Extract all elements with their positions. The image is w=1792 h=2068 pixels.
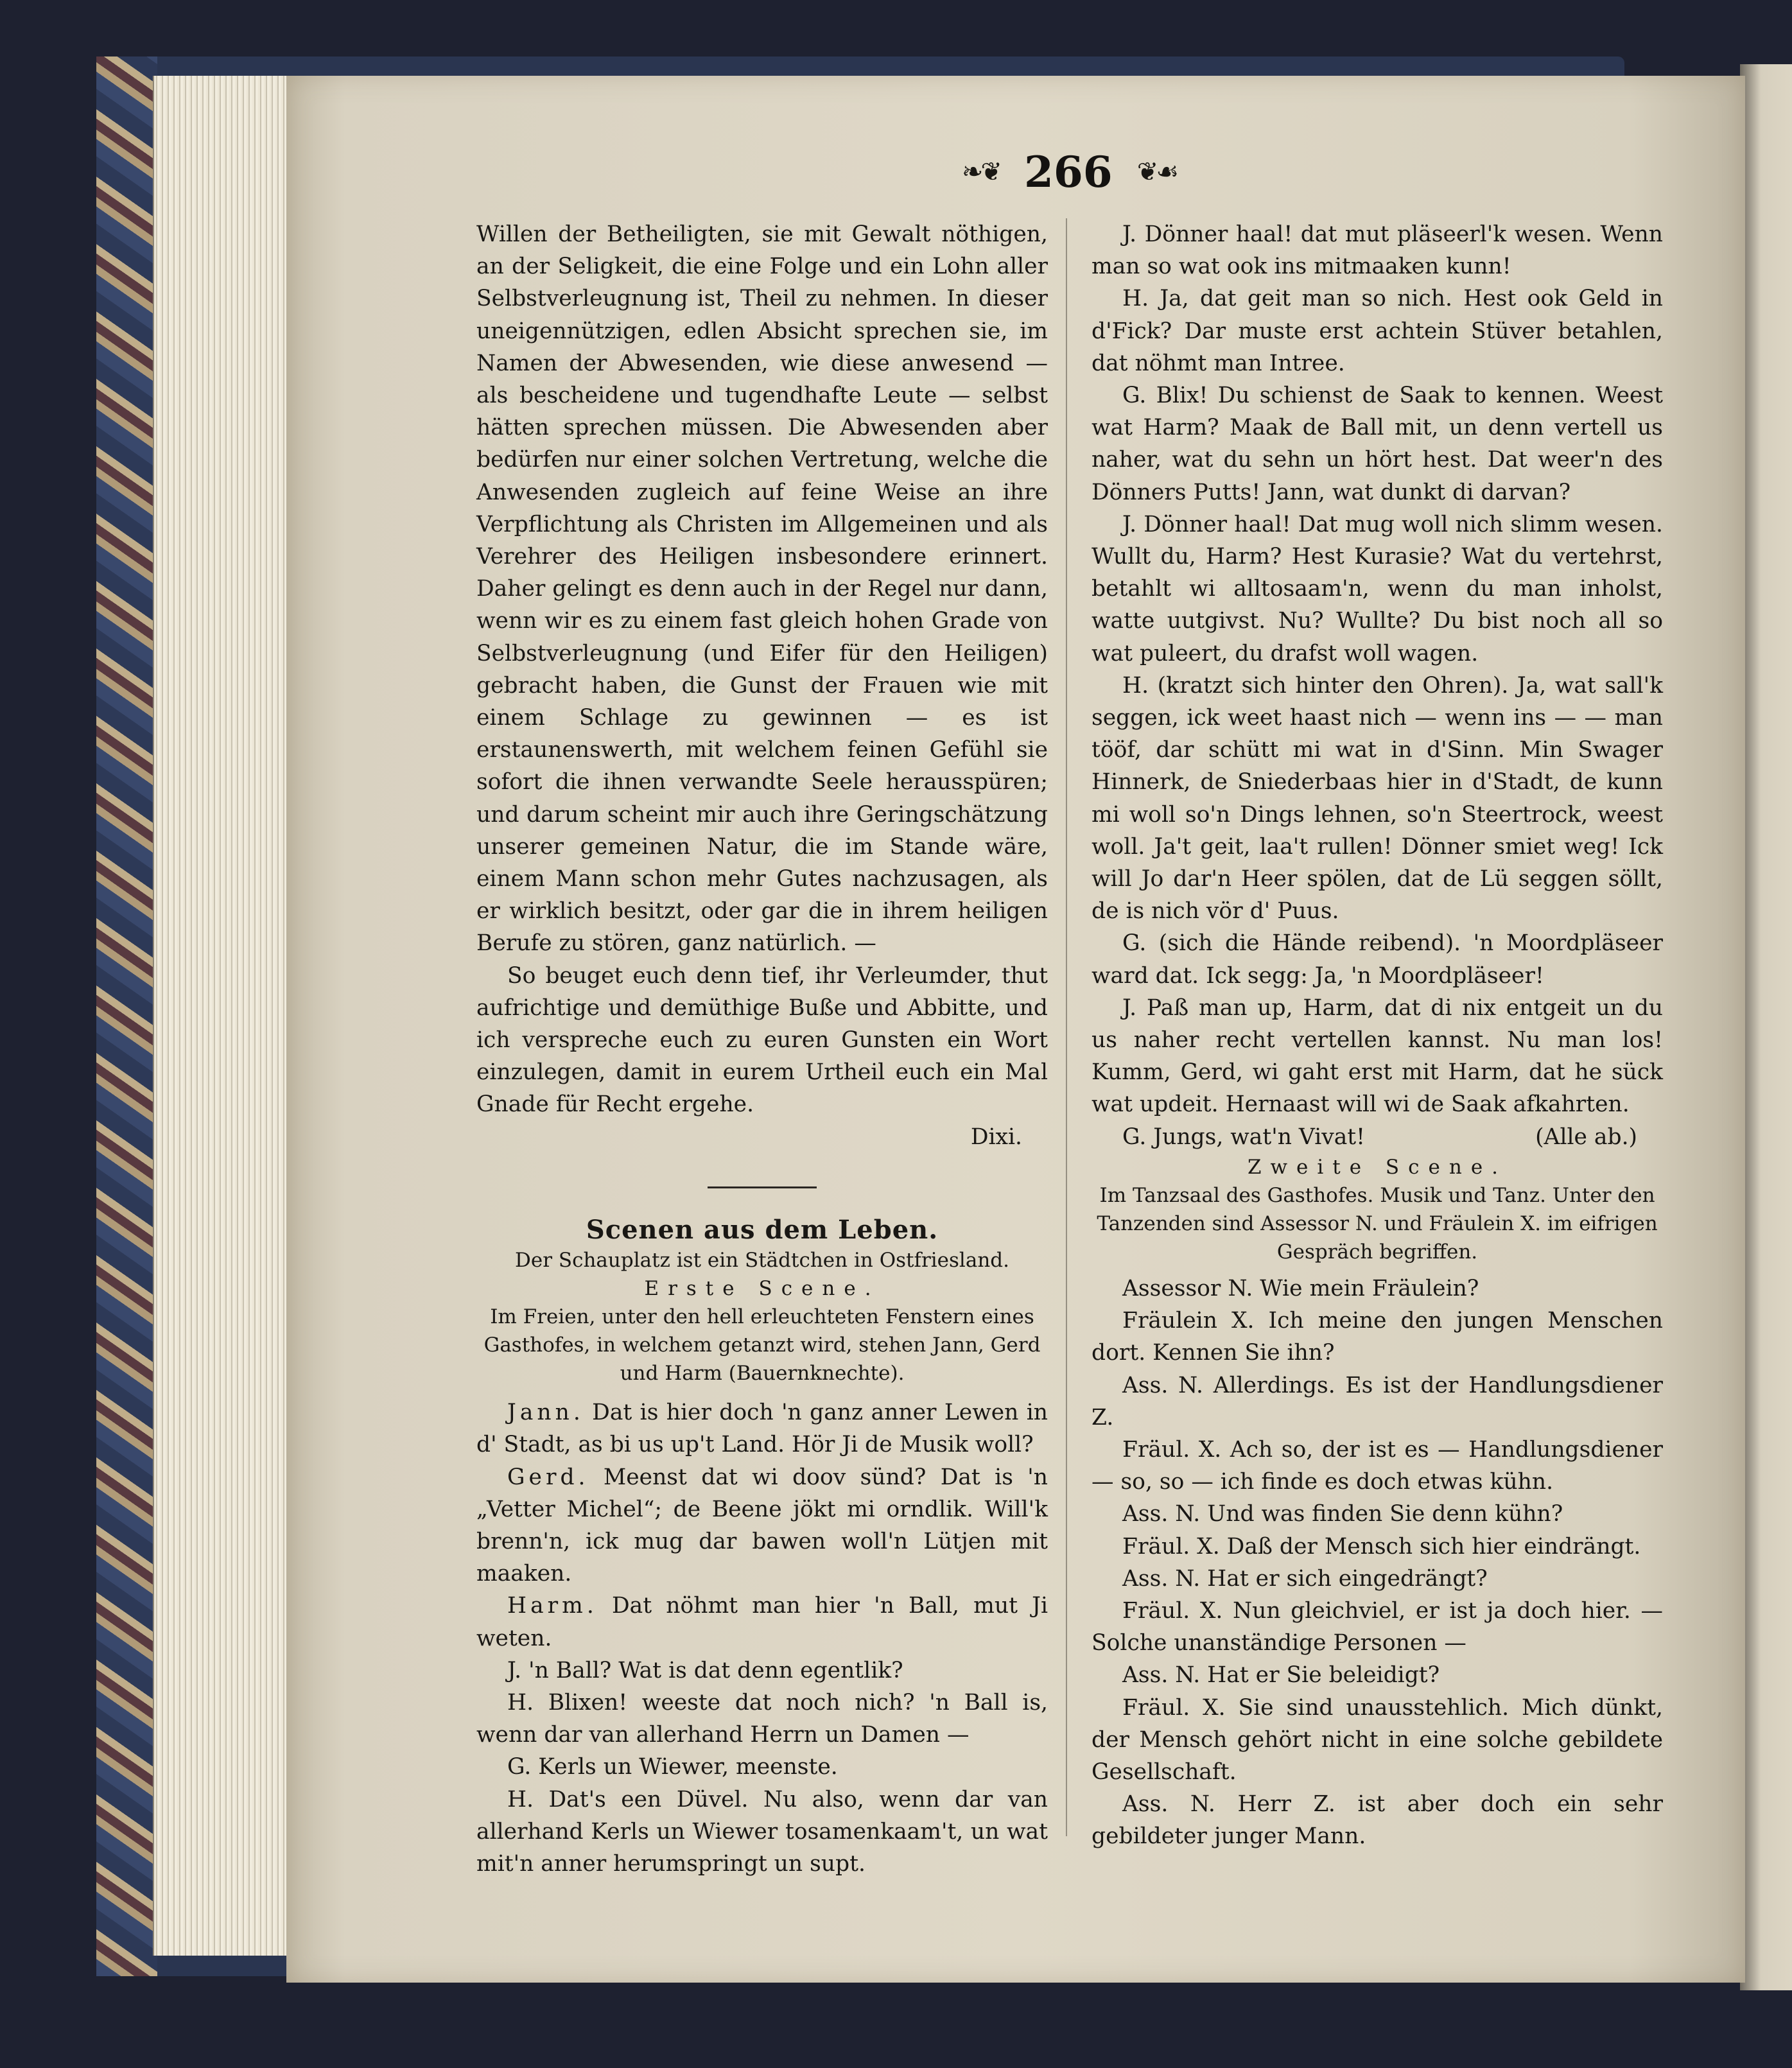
dialogue-line — [476, 1461, 1048, 1590]
section-divider — [708, 1186, 817, 1188]
dixi-signoff: Dixi. — [970, 1124, 1022, 1150]
essay-paragraph-2: So beuget euch denn tief, ihr Verleumder, thut aufrichtige und demüthige Buße und Abbitte, und ich verspreche euch zu euren Gunsten ein Wort einzulegen, damit in eurem Urtheil euch ein Mal Gnade für Recht ergehe. — [476, 962, 1048, 1118]
dialogue-line: H. Ja, dat geit man so nich. Hest ook Geld in d'Fick? Dar muste erst achtein Stüver betahlen, dat nöhmt man Intree. — [1092, 286, 1663, 376]
dialogue-line: J. 'n Ball? Wat is dat denn egentlik? — [507, 1657, 903, 1683]
dialogue-line: G. Kerls un Wiewer, meenste. — [507, 1754, 838, 1780]
dialogue-line: H. Blixen! weeste dat noch nich? 'n Ball is, wenn dar van allerhand Herrn un Damen — — [476, 1689, 1048, 1748]
facing-page-gutter — [1740, 64, 1792, 1990]
marbled-endpaper — [96, 56, 157, 1976]
dialogue-line: Fräulein X. Ich meine den jungen Menschen dort. Kennen Sie ihn? — [1092, 1308, 1663, 1366]
speaker-name: Harm. — [507, 1593, 598, 1619]
dialogue-text: Dat nöhmt man hier 'n Ball, mut Ji weten. — [476, 1593, 1048, 1651]
dialogue-line: H. Dat's een Düvel. Nu also, wenn dar van allerhand Kerls un Wiewer tosamenkaam't, un wat mit'n anner herumspringt un supt. — [476, 1786, 1048, 1877]
dialogue-line: J. Dönner haal! dat mut pläseerl'k wesen. Wenn man so wat ook ins mitmaaken kunn! — [1092, 222, 1663, 280]
dialogue-line: G. (sich die Hände reibend). 'n Moordpläseer ward dat. Ick segg: Ja, 'n Moordpläseer! — [1092, 930, 1663, 989]
dialogue-line: Ass. N. Hat er sich eingedrängt? — [1122, 1565, 1488, 1592]
dialogue-line: Fräul. X. Nun gleichviel, er ist ja doch hier. — Solche unanständige Personen — — [1092, 1597, 1663, 1656]
dialogue-text: Dat is hier doch 'n ganz anner Lewen in d' Stadt, as bi us up't Land. Hör Ji de Musik woll? — [476, 1400, 1048, 1458]
dialogue-line: Ass. N. Und was finden Sie denn kühn? — [1122, 1501, 1563, 1527]
dialogue-line: G. Blix! Du schienst de Saak to kennen. Weest wat Harm? Maak de Ball mit, un denn vertell us naher, wat du sehn un hört hest. Dat weer'n des Dönners Putts! Jann, wat dunkt di darvan? — [1092, 383, 1663, 505]
dialogue-line: Ass. N. Hat er Sie beleidigt? — [1122, 1662, 1440, 1689]
ornament-right-icon: ❦☙ — [1136, 157, 1177, 187]
dialogue-line: Fräul. X. Sie sind unausstehlich. Mich dünkt, der Mensch gehört nicht in eine solche gebildete Gesellschaft. — [1092, 1694, 1663, 1785]
dialogue-line: Fräul. X. Ach so, der ist es — Handlungsdiener — so, so — ich finde es doch etwas kühn. — [1092, 1436, 1663, 1495]
essay-paragraph-1: Willen der Betheiligten, sie mit Gewalt nöthigen, an der Seligkeit, die eine Folge und ein Lohn aller Selbstverleugnung ist, Theil zu nehmen. In dieser uneigennützigen, edlen Absicht sprechen sie, im Namen der Abwesenden, wie diese anwesend — als bescheidene und tugendhafte Leute — selbst hätten sprechen müssen. Die Abwesenden aber bedürfen nur einer solchen Vertretung, welche die Anwesenden zugleich auf feine Weise an ihre Verpflichtung als Christen im Allgemeinen und als Verehrer des Heiligen insbesondere erinnert. Daher gelingt es denn auch in der Regel nur dann, wenn wir es zu einem fast gleich hohen Grade von Selbstverleugnung (und Eifer für den Heiligen) gebracht haben, die Gunst der Frauen wie mit einem Schlage zu gewinnen — es ist erstaunenswerth, mit welchem feinen Gefühl sie sofort die ihnen verwandte Seele herausspüren; und darum scheint mir auch ihre Geringschätzung unserer gemeinen Natur, die im Stande wäre, einem Mann schon mehr Gutes nachzusagen, als er wirklich besitzt, oder gar die in ihrem heiligen Berufe zu stören, ganz natürlich. — — [476, 222, 1048, 957]
section-title: Scenen aus dem Leben. — [586, 1214, 939, 1245]
dialogue-line: Ass. N. Herr Z. ist aber doch ein sehr gebildeter junger Mann. — [1092, 1791, 1663, 1850]
dialogue-text: G. Jungs, wat'n Vivat! — [1122, 1124, 1366, 1150]
column-rule — [1066, 218, 1067, 1836]
page-number: 266 — [1023, 147, 1113, 197]
right-column — [1092, 218, 1663, 1853]
dialogue-line: H. (kratzt sich hinter den Ohren). Ja, wat sall'k seggen, ick weet haast nich — wenn ins — — man tööf, dar schütt mi wat in d'Sinn. Min Swager Hinnerk, de Sniederbaas hier in d'Stadt, de kunn mi woll so'n Dings lehnen, so'n Steertrock, weest woll. Ja't geit, laa't rullen! Dönner smiet weg! Ick will Jo dar'n Heer spölen, dat de Lü seggen söllt, de is nich vör d' Puus. — [1092, 672, 1663, 925]
scene1-direction: Im Freien, unter den hell erleuchteten Fenstern eines Gasthofes, in welchem getanzt wird, stehen Jann, Gerd und Harm (Bauernknechte). — [483, 1305, 1041, 1386]
stage-direction: (Alle ab.) — [1535, 1124, 1637, 1150]
dialogue-line — [1092, 1121, 1663, 1153]
speaker-name: Gerd. — [507, 1464, 589, 1490]
scene2-direction: Im Tanzsaal des Gasthofes. Musik und Tanz. Unter den Tanzenden sind Assessor N. und Fräulein X. im eifrigen Gespräch begriffen. — [1097, 1183, 1658, 1264]
dialogue-line: Fräul. X. Daß der Mensch sich hier eindrängt. — [1122, 1533, 1641, 1560]
scene1-heading: Erste Scene. — [644, 1277, 880, 1301]
dialogue-line: J. Dönner haal! Dat mug woll nich slimm wesen. Wullt du, Harm? Hest Kurasie? Wat du vertehrst, betahlt wi alltosaam'n, wenn du man inholst, watte uutgivst. Nu? Wullte? Du bist noch all so wat puleert, du drafst woll wagen. — [1092, 511, 1663, 666]
speaker-name: Jann. — [507, 1400, 584, 1426]
dialogue-text: Meenst dat wi doov sünd? Dat is 'n „Vetter Michel“; de Beene jökt mi orndlik. Will'k brenn'n, ick mug dar bawen woll'n Lütjen mit maaken. — [476, 1464, 1048, 1587]
dialogue-line — [476, 1396, 1048, 1461]
dialogue-line: Assessor N. Wie mein Fräulein? — [1122, 1275, 1479, 1301]
setting-line: Der Schauplatz ist ein Städtchen in Ostfriesland. — [515, 1249, 1009, 1273]
dialogue-line: J. Paß man up, Harm, dat di nix entgeit un du us naher recht vertellen kannst. Nu man los! Kumm, Gerd, wi gaht erst mit Harm, dat he sück wat updeit. Hernaast will wi de Saak afkahrten. — [1092, 995, 1663, 1118]
dialogue-line — [476, 1590, 1048, 1654]
left-column — [476, 218, 1048, 1880]
ornament-left-icon: ❧❦ — [961, 157, 1000, 187]
scene2-heading: Zweite Scene. — [1247, 1155, 1508, 1179]
page-stack-edges — [153, 76, 295, 1956]
page-header — [918, 146, 1220, 198]
dialogue-line: Ass. N. Allerdings. Es ist der Handlungsdiener Z. — [1092, 1372, 1663, 1430]
